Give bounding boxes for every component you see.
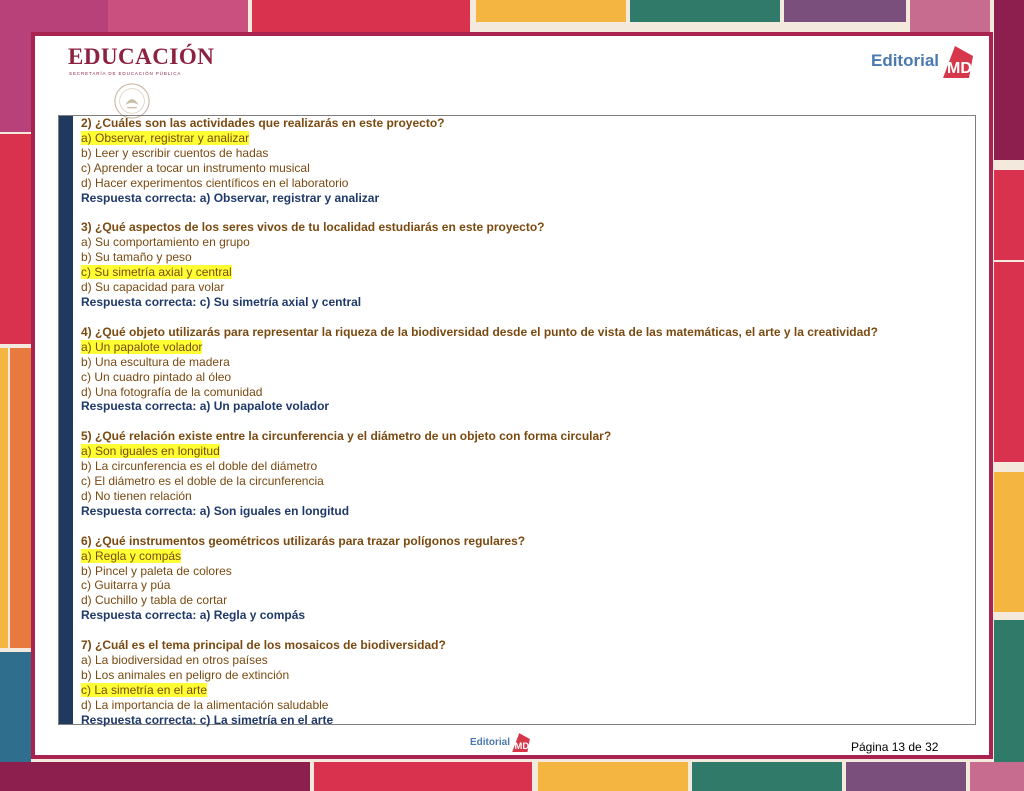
answer-option [81, 683, 965, 698]
question-title: 5) ¿Qué relación existe entre la circunferencia y el diámetro de un objeto con forma circular? [81, 429, 612, 444]
option-text: a) La biodiversidad en otros países [81, 653, 268, 668]
highlighted-option-text: a) Observar, registrar y analizar [81, 130, 250, 145]
question-block [81, 534, 965, 623]
answer-option [81, 489, 965, 504]
answer-option [81, 653, 965, 668]
highlighted-option-text: a) Un papalote volador [81, 339, 203, 354]
option-text: c) Aprender a tocar un instrumento musical [81, 160, 310, 175]
option-text: d) Una fotografía de la comunidad [81, 384, 263, 399]
option-text: b) La circunferencia es el doble del diámetro [81, 459, 318, 474]
correct-answer: Respuesta correcta: c) Su simetría axial y central [81, 294, 362, 309]
question-block [81, 325, 965, 414]
sep-logo [68, 44, 214, 76]
option-text: d) Hacer experimentos científicos en el laboratorio [81, 175, 349, 190]
answer-option [81, 370, 965, 385]
footer-publisher-word: Editorial [470, 736, 511, 748]
answer-option [81, 444, 965, 459]
option-text: d) Su capacidad para volar [81, 280, 225, 295]
answer-option [81, 459, 965, 474]
answer-option [81, 280, 965, 295]
option-text: b) Los animales en peligro de extinción [81, 668, 290, 682]
answer-option [81, 668, 965, 683]
answer-option [81, 698, 965, 713]
highlighted-option-text: a) Regla y compás [81, 548, 182, 563]
footer-md-mark-icon [511, 730, 531, 754]
correct-answer: Respuesta correcta: a) Regla y compás [81, 608, 306, 623]
correct-answer: Respuesta correcta: a) Observar, registrar y analizar [81, 190, 380, 205]
answer-option [81, 131, 965, 146]
answer-option [81, 593, 965, 608]
answer-option [81, 146, 965, 161]
option-text: b) Una escultura de madera [81, 354, 230, 369]
answer-option [81, 549, 965, 564]
question-block [81, 429, 965, 518]
left-accent-bar [59, 116, 73, 724]
question-title: 3) ¿Qué aspectos de los seres vivos de tu localidad estudiarás en este proyecto? [81, 220, 545, 235]
answer-option [81, 355, 965, 370]
question-list [81, 116, 965, 743]
question-block [81, 220, 965, 309]
editorial-md-logo [871, 42, 975, 80]
answer-option [81, 564, 965, 579]
option-text: c) El diámetro es el doble de la circunferencia [81, 474, 324, 489]
option-text: c) Un cuadro pintado al óleo [81, 369, 232, 384]
correct-answer: Respuesta correcta: a) Son iguales en longitud [81, 503, 350, 518]
answer-option [81, 340, 965, 355]
document-page [31, 32, 993, 759]
correct-answer: Respuesta correcta: a) Un papalote volador [81, 399, 330, 414]
answer-option [81, 578, 965, 593]
option-text: a) Su comportamiento en grupo [81, 235, 250, 250]
brand-title: EDUCACIÓN [68, 44, 215, 69]
question-title: 7) ¿Cuál es el tema principal de los mosaicos de biodiversidad? [81, 638, 446, 653]
option-text: d) No tienen relación [81, 488, 192, 503]
option-text: d) La importancia de la alimentación saludable [81, 697, 329, 712]
option-text: c) Guitarra y púa [81, 578, 171, 593]
md-mark-icon [941, 42, 975, 80]
publisher-word: Editorial [870, 51, 939, 70]
answer-option [81, 161, 965, 176]
answer-option [81, 265, 965, 280]
answer-option [81, 235, 965, 250]
footer-md-mark-text: MD [514, 740, 530, 752]
question-title: 2) ¿Cuáles son las actividades que realizarás en este proyecto? [81, 116, 445, 130]
question-block [81, 116, 965, 205]
quiz-content-box [58, 115, 976, 725]
highlighted-option-text: a) Son iguales en longitud [81, 444, 220, 459]
option-text: b) Leer y escribir cuentos de hadas [81, 145, 269, 160]
highlighted-option-text: c) Su simetría axial y central [81, 265, 232, 280]
answer-option [81, 385, 965, 400]
page-number: Página 13 de 32 [851, 740, 939, 754]
option-text: b) Su tamaño y peso [81, 250, 192, 265]
footer-editorial-logo [470, 730, 531, 754]
option-text: b) Pincel y paleta de colores [81, 563, 232, 578]
answer-option [81, 250, 965, 265]
brand-subtitle: SECRETARÍA DE EDUCACIÓN PÚBLICA [69, 71, 182, 76]
question-title: 6) ¿Qué instrumentos geométricos utilizarás para trazar polígonos regulares? [81, 533, 526, 548]
answer-option [81, 176, 965, 191]
question-title: 4) ¿Qué objeto utilizarás para representar la riqueza de la biodiversidad desde el punto de vista de las matemáticas, el arte y la creatividad? [81, 324, 878, 339]
correct-answer: Respuesta correcta: c) La simetría en el arte [81, 712, 334, 727]
md-mark-text: MD [947, 60, 972, 77]
answer-option [81, 474, 965, 489]
highlighted-option-text: c) La simetría en el arte [81, 682, 208, 697]
question-block [81, 638, 965, 727]
option-text: d) Cuchillo y tabla de cortar [81, 593, 228, 608]
